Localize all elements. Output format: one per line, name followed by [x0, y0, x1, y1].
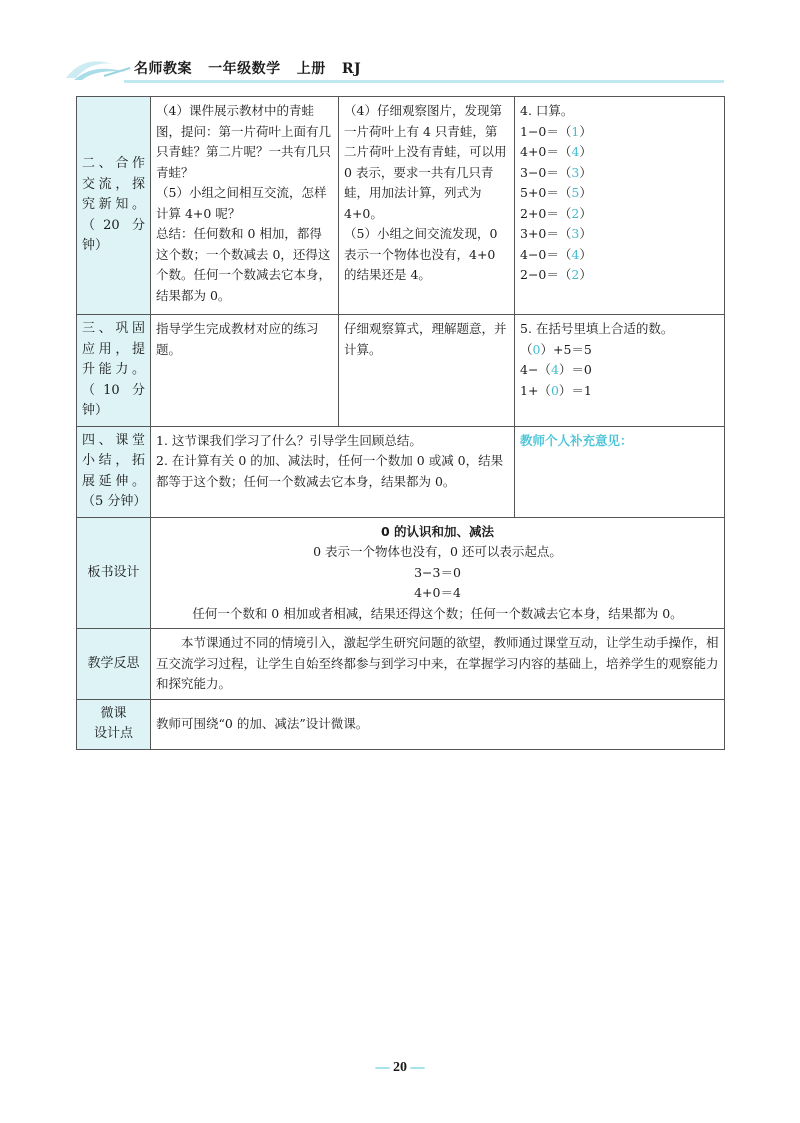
explore-teacher — [151, 97, 339, 315]
row-summary — [77, 426, 725, 517]
oral-item: 2−0＝（2） — [520, 267, 592, 282]
oral-item: 5+0＝（5） — [520, 185, 592, 200]
answer: 4 — [571, 144, 580, 159]
board-content — [151, 517, 725, 629]
board-line-2: 3−3＝0 — [414, 564, 461, 580]
lesson-plan-table — [76, 96, 725, 750]
stage-board: 板书设计 — [77, 517, 151, 629]
apply-teacher: 指导学生完成教材对应的练习题。 — [151, 315, 339, 427]
oral-item: 3+0＝（3） — [520, 226, 592, 241]
row-apply — [77, 315, 725, 427]
answer: 5 — [571, 185, 580, 200]
oral-item: 4−0＝（4） — [520, 246, 592, 262]
header-title: 名师教案 一年级数学 上册 RJ — [134, 61, 362, 77]
board-line-4: 任何一个数和 0 相加或者相减，结果还得这个数；任何一个数减去它本身，结果都为 0。 — [192, 605, 683, 621]
answer: 1 — [571, 123, 580, 139]
explore-student-p2: （5）小组之间交流发现，0 表示一个物体也没有，4+0 的结果还是 4。 — [344, 226, 498, 282]
board-line-1: 0 表示一个物体也没有，0 还可以表示起点。 — [313, 544, 562, 559]
row-board — [77, 517, 725, 629]
stage-apply: 三、巩固应用，提升能力。（10 分钟） — [77, 315, 151, 427]
explore-student — [339, 97, 515, 315]
answer: 4 — [571, 246, 580, 262]
stage-summary: 四、课堂小结，拓展延伸。（5 分钟） — [77, 426, 151, 517]
answer: 3 — [571, 164, 580, 180]
summary-note-cell — [515, 426, 725, 517]
stage-reflection: 教学反思 — [77, 629, 151, 700]
stage-micro — [77, 699, 151, 749]
answer: 2 — [571, 205, 580, 221]
answer: 0 — [550, 382, 559, 398]
explore-teacher-p1: （4）课件展示教材中的青蛙图，提问：第一片荷叶上面有几只青蛙？第二片呢？一共有几只青蛙？ — [156, 103, 332, 180]
answer: 3 — [571, 226, 580, 241]
row-explore — [77, 97, 725, 315]
reflection-text: 本节课通过不同的情境引入，激起学生研究问题的欲望，教师通过课堂互动，让学生动手操作，相互交流学习过程，让学生自始至终都参与到学习中来，在掌握学习内容的基础上，培养学生的观察能力和探究能力。 — [151, 629, 725, 700]
footer-dash-right: — — [410, 1060, 425, 1075]
header-rule — [124, 80, 724, 83]
stage-explore: 二、合作交流，探究新知。（20 分钟） — [77, 97, 151, 315]
oral-item: 4+0＝（4） — [520, 144, 592, 159]
header-swoosh-icon — [64, 56, 134, 82]
page-footer — [0, 1060, 800, 1076]
explore-exercise — [515, 97, 725, 315]
teacher-note-label: 教师个人补充意见： — [520, 432, 633, 448]
answer: 4 — [550, 362, 559, 377]
answer: 0 — [532, 341, 541, 357]
answer: 2 — [571, 267, 580, 282]
stage-micro-line2: 设计点 — [93, 726, 133, 741]
fill-item: 4−（4）＝0 — [520, 362, 592, 377]
fill-item: （0）+5＝5 — [520, 341, 592, 357]
exercise-title: 5. 在括号里填上合适的数。 — [520, 321, 674, 336]
board-title: 0 的认识和加、减法 — [380, 523, 495, 539]
fill-item: 1+（0）＝1 — [520, 382, 592, 398]
explore-teacher-p2: （5）小组之间相互交流，怎样计算 4+0 呢？ — [156, 185, 327, 221]
summary-line-2: 2. 在计算有关 0 的加、减法时，任何一个数加 0 或减 0，结果都等于这个数；任何一个数减去它本身，结果都为 0。 — [156, 453, 504, 489]
row-micro — [77, 699, 725, 749]
explore-teacher-p3: 总结：任何数和 0 相加，都得这个数；一个数减去 0，还得这个数。任何一个数减去它本身，结果都为 0。 — [156, 226, 332, 303]
exercise-title: 4. 口算。 — [520, 103, 574, 118]
explore-student-p1: （4）仔细观察图片，发现第一片荷叶上有 4 只青蛙，第二片荷叶上没有青蛙，可以用 0 表示，要求一共有几只青蛙，用加法计算，列式为 4+0。 — [344, 103, 507, 221]
apply-student: 仔细观察算式，理解题意，并计算。 — [339, 315, 515, 427]
oral-item: 3−0＝（3） — [520, 164, 592, 180]
board-line-3: 4+0＝4 — [414, 585, 461, 600]
page-header — [64, 50, 724, 90]
row-reflection — [77, 629, 725, 700]
page-number: 20 — [393, 1060, 407, 1075]
oral-item: 2+0＝（2） — [520, 205, 592, 221]
apply-exercise — [515, 315, 725, 427]
oral-item: 1−0＝（1） — [520, 123, 592, 139]
summary-line-1: 1. 这节课我们学习了什么？引导学生回顾总结。 — [156, 432, 422, 448]
stage-micro-line1: 微课 — [100, 705, 127, 721]
micro-text: 教师可围绕“0 的加、减法”设计微课。 — [151, 699, 725, 749]
summary-content — [151, 426, 515, 517]
footer-dash-left: — — [375, 1060, 390, 1075]
